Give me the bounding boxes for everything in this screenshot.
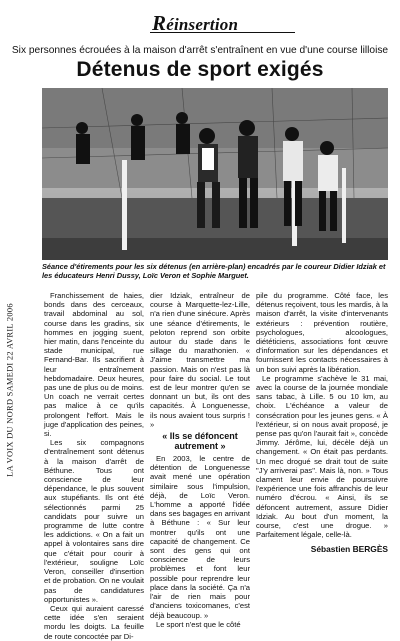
rubric-label: Réinsertion: [152, 11, 239, 35]
photo-caption: Séance d'étirements pour les six détenus (en arrière-plan) encadrés par le coureur Didier Idziak et les éducateurs Henri Dussy, Loïc Veron et Sophie Marguet.: [42, 262, 386, 281]
subheading: « Ils se défoncent autrement »: [162, 431, 238, 452]
paragraph: pile du programme. Côté face, les détenus reçoivent, tous les mardis, à la maison d'arrêt, la visite d'intervenants extérieurs : prévention routière, psychologues, alcoologues, diététiciens, associations font œuvre d'information sur les dépendances et fournissent les contacts nécessaires à un bon suivi après la libération.: [256, 291, 388, 374]
article-column-2: [150, 291, 250, 629]
paragraph: Ceux qui auraient caressé cette idée s'en seraient mordu les doigts. La feuille de route concoctée par Di-: [44, 603, 144, 641]
paragraph: Franchissement de haies, bonds dans des cerceaux, travail abdominal au sol, course dans les gradins, six hommes en jogging suent, hier matin, dans l'enceinte du stade municipal, rue Fernand-Bar. Ils sacrifient à leur entraînement hebdomadaire. Deux heures, pas une de plus ou de moins. Un coach ne verrait certes pas malice à ce qu'ils prolongent l'effort. Mais le juge d'application des peines, si.: [44, 291, 144, 439]
newspaper-dateline: [3, 290, 17, 490]
article-kicker: Six personnes écrouées à la maison d'arrêt s'entraînent en vue d'une course lilloise: [11, 45, 389, 56]
article-column-3: [256, 291, 388, 539]
author-signature: Sébastien BERGÈS: [310, 544, 388, 554]
paragraph: Le programme s'achève le 31 mai, avec la course de la journée mondiale sans tabac, à Lille. 5 ou 10 km, au choix. L'échéance a valeur de consécration pour les jeunes gens. « À l'extérieur, si on nous avait proposé, je pense pas qu'on l'aurait fait », concède Jimmy. Jérôme, lui, décèle déjà un changement. « On était pas perdants. Un mec drogué se drait tout de suite "J'y arriverai pas". Mais là, non. » Tous clament leur envie de poursuivre l'expérience une fois affranchis de leur numéro d'écrou. « Ainsi, ils se défoncent autrement, assure Didier Idziak. Au bout d'un moment, la course, c'est une drogue. » Parfaitement légale, celle-là.: [256, 373, 388, 540]
paragraph: Les six compagnons d'entraînement sont détenus à la maison d'arrêt de Béthune. Tous ont conscience de leur dépendance, le plus souvent aux stupéfiants. Ils ont été sélectionnés parmi 25 candidats pour suivre un programme de lutte contre les addictions. « On a fait un appel à volontaires sans dire que c'était pour courir à l'extérieur, souligne Loïc Veron, conseiller d'insertion et de probation. On ne voulait pas de candidatures opportunistes ».: [44, 438, 144, 604]
paragraph: Le sport n'est que le côté: [156, 619, 241, 629]
article-photo: [42, 88, 388, 260]
article-column-1: [44, 291, 144, 641]
photo-image: [42, 88, 388, 260]
paragraph: En 2003, le centre de détention de Longuenesse avait mené une opération similaire sous l'impulsion, déjà, de Loïc Veron. L'homme a apporté l'idée dans ses bagages en arrivant à Béthune : « Sur leur montrer qu'ils ont une capacité de changement. Ce sont des gens qui ont conscience de leurs problèmes et font leur possible pour reprendre leur place dans la société. Ça n'a l'air de rien mais pour d'anciens toxicomanes, c'est déjà beaucoup. »: [150, 454, 250, 620]
section-rubric: [150, 10, 295, 33]
paragraph: dier Idziak, entraîneur de course à Marquette-lez-Lille, n'a rien d'une sinécure. Après une séance d'étirements, le peloton reprend son orbite autour du stade dans le sillage du marathonien. « J'aime transmettre ma passion. Mais on n'est pas là pour faire du social. Le tout est de leur montrer qu'en se donnant un but, ils ont des capacités. À Longuenesse, ils nous avaient tous surpris ! »: [150, 291, 250, 429]
dateline-text: LA VOIX DU NORD SAMEDI 22 AVRIL 2006: [5, 303, 15, 477]
article-headline: Détenus de sport exigés: [76, 58, 324, 81]
